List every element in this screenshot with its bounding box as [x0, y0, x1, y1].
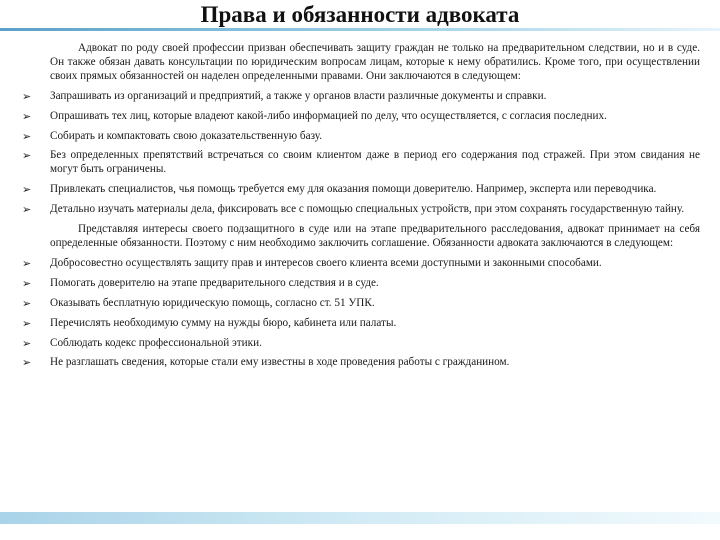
list-item [22, 90, 700, 104]
list-item [22, 110, 700, 124]
list-item [22, 317, 700, 331]
list-item-text: Опрашивать тех лиц, которые владеют какой-либо информацией по делу, что осуществляется, с согласия последних. [50, 109, 607, 122]
list-item-text: Без определенных препятствий встречаться со своим клиентом даже в период его содержания под стражей. При этом свидания не могут быть ограничены. [50, 149, 700, 176]
list-item-text: Привлекать специалистов, чья помощь требуется ему для оказания помощи доверителю. Например, эксперта или переводчика. [50, 183, 657, 196]
list-item-text: Перечислять необходимую сумму на нужды бюро, кабинета или палаты. [50, 316, 397, 329]
decorative-footer-bar [0, 512, 720, 524]
list-item-text: Не разглашать сведения, которые стали ему известны в ходе проведения работы с гражданином. [50, 356, 510, 369]
list-item-text: Детально изучать материалы дела, фиксировать все с помощью специальных устройств, при этом сохранять государственную тайну. [50, 203, 685, 216]
arrow-right-icon: ➢ [22, 129, 32, 143]
list-item [22, 183, 700, 197]
list-item [22, 277, 700, 291]
arrow-right-icon: ➢ [22, 203, 32, 217]
list-item-text: Собирать и компактовать свою доказательственную базу. [50, 129, 323, 142]
arrow-right-icon: ➢ [22, 89, 32, 103]
arrow-right-icon: ➢ [22, 276, 32, 290]
duties-list [22, 257, 700, 370]
rights-intro-paragraph: Адвокат по роду своей профессии призван обеспечивать защиту граждан не только на предварительном следствии, но и в суде. Он также обязан давать консультации по юридическим вопросам лицам, которые к нему обратились. Кроме того, при осуществлении своих прямых обязанностей он наделен определенными правами. Они заключаются в следующем: [50, 42, 700, 82]
list-item [22, 297, 700, 311]
arrow-right-icon: ➢ [22, 109, 32, 123]
rights-list [22, 90, 700, 217]
title-underline [0, 28, 720, 31]
list-item [22, 356, 700, 370]
list-item-text: Оказывать бесплатную юридическую помощь, согласно ст. 51 УПК. [50, 296, 375, 309]
arrow-right-icon: ➢ [22, 149, 32, 163]
list-item [22, 257, 700, 271]
arrow-right-icon: ➢ [22, 256, 32, 270]
list-item-text: Добросовестно осуществлять защиту прав и интересов своего клиента всеми доступными и законными способами. [50, 256, 602, 269]
arrow-right-icon: ➢ [22, 183, 32, 197]
arrow-right-icon: ➢ [22, 356, 32, 370]
list-item [22, 149, 700, 177]
list-item-text: Соблюдать кодекс профессиональной этики. [50, 336, 262, 349]
list-item-text: Помогать доверителю на этапе предварительного следствия и в суде. [50, 276, 379, 289]
list-item [22, 203, 700, 217]
duties-intro-paragraph: Представляя интересы своего подзащитного в суде или на этапе предварительного расследования, адвокат принимает на себя определенные обязанности. Поэтому с ним необходимо заключить соглашение. Обязанности адвоката заключаются в следующем: [50, 223, 700, 249]
list-item [22, 337, 700, 351]
arrow-right-icon: ➢ [22, 316, 32, 330]
document-body [22, 42, 700, 376]
page-title: Права и обязанности адвоката [200, 2, 520, 27]
list-item [22, 130, 700, 144]
arrow-right-icon: ➢ [22, 296, 32, 310]
list-item-text: Запрашивать из организаций и предприятий, а также у органов власти различные документы и справки. [50, 89, 547, 102]
arrow-right-icon: ➢ [22, 336, 32, 350]
